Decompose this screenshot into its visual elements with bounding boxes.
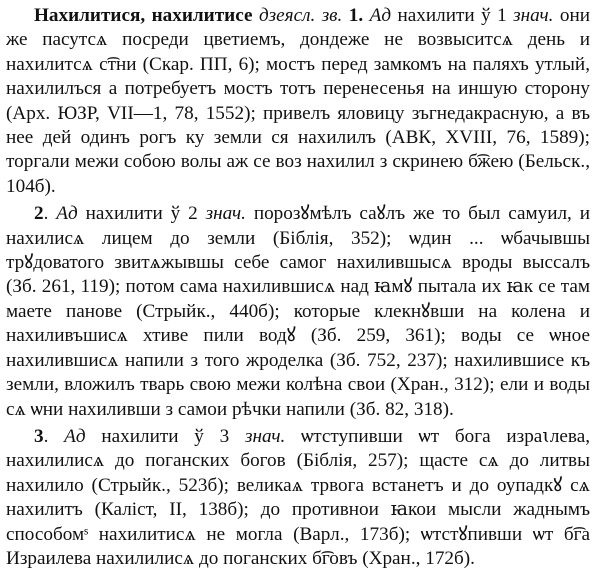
- sense-3: 3. Ад нахилити ў 3 знач. ѡтступивши ѡт бога израꙇлева, нахилилисѧ до поганских богов (Біблія, 257); щасте сѧ до литвы нахилило (Стрыйк., 523б); великаѧ трвога встанетъ и до оупадкꙋ сѧ нахилитъ (Каліст, II, 138б); до противнои ꙗкои мысли жаднымъ способомˢ нахилитисѧ не могла (Варл., 173б); ѡтстꙋпивши ѡт б͡га Израилева нахилилисѧ до поганских б͡говъ (Хран., 172б).: [6, 425, 591, 569]
- grammar-label: дзеясл. зв.: [258, 5, 343, 26]
- sense-citations: ѡтступивши ѡт бога израꙇлева, нахилилисѧ до поганских богов (Біблія, 257); щасте сѧ до литвы нахилило (Стрыйк., 523б); великаѧ трвога встанетъ и до оупадкꙋ сѧ нахилитъ (Каліст, II, 138б); до противнои ꙗкои мысли жаднымъ способомˢ нахилитисѧ не могла (Варл., 173б); ѡтстꙋпивши ѡт б͡га Израилева нахилилисѧ до поганских б͡говъ (Хран., 172б).: [6, 425, 591, 569]
- ad-abbr: Ад: [369, 5, 392, 26]
- dictionary-entry: [6, 4, 590, 571]
- sense-1: [6, 4, 590, 199]
- sense-citations: они же пасутсѧ посреди цветиемъ, дондеже не возвыситсѧ день и нахилитсѧ с͡тни (Скар. ПП, 6); мостъ перед замкомъ на паляхъ утлый, нахилилъся а потребуетъ мостъ тотъ перенесенья на иншую сторону (Арх. ЮЗР, VII—1, 78, 1552); привелъ яловицу зъгнедакрасную, а въ нее дей одинъ рогъ ку земли ся нахилилъ (АВК, XVIII, 76, 1589); торгали межи собою волы аж се воз нахилил з скринею б͡жею (Бельск., 104б).: [6, 5, 591, 197]
- znach-abbr: знач.: [513, 5, 554, 26]
- ad-abbr: Ад: [56, 203, 78, 225]
- sense-number: 1.: [348, 5, 364, 26]
- sense-number: 3: [34, 425, 44, 447]
- ad-abbr: Ад: [64, 425, 86, 447]
- znach-abbr: знач.: [205, 203, 246, 225]
- sense-2: 2. Ад нахилити ў 2 знач. порозꙋмѣлъ саꙋлъ же то был самуил, и нахилисѧ лицем до земли (Біблія, 352); ѡдин ... ѡбачывшы трꙋдоватого звитѧжывшы себе самог нахилившысѧ вроды выссалъ (Зб. 261, 119); потом сама нахилившисѧ над ꙗмꙋ пытала их ꙗк се там маете панове (Стрыйк., 440б); которые клекнꙋвши на колена и нахиливъшисѧ хтиве пили водꙋ (Зб. 259, 361); воды се ѡное нахилившисѧ напили з того жроделка (Зб. 752, 237); нахилившисе къ земли, вложилъ тварь свою межи колѣна свои (Хран., 312); ели и воды сѧ ѡни нахиливши з самои рѣчки напили (Зб. 82, 318).: [6, 203, 590, 420]
- sense-citations: порозꙋмѣлъ саꙋлъ же то был самуил, и нахилисѧ лицем до земли (Біблія, 352); ѡдин ... ѡбачывшы трꙋдоватого звитѧжывшы себе самог нахилившысѧ вроды выссалъ (Зб. 261, 119); потом сама нахилившисѧ над ꙗмꙋ пытала их ꙗк се там маете панове (Стрыйк., 440б); которые клекнꙋвши на колена и нахиливъшисѧ хтиве пили водꙋ (Зб. 259, 361); воды се ѡное нахилившисѧ напили з того жроделка (Зб. 752, 237); нахилившисе къ земли, вложилъ тварь свою межи колѣна свои (Хран., 312); ели и воды сѧ ѡни нахиливши з самои рѣчки напили (Зб. 82, 318).: [6, 203, 590, 420]
- cross-reference: нахилити ў 2: [85, 203, 198, 225]
- sense-number: 2: [34, 203, 44, 225]
- cross-reference: нахилити ў 3: [101, 425, 230, 447]
- headword: Нахилитися, нахилитисе: [34, 5, 253, 26]
- cross-reference: нахилити ў 1: [397, 5, 507, 26]
- znach-abbr: знач.: [245, 425, 286, 447]
